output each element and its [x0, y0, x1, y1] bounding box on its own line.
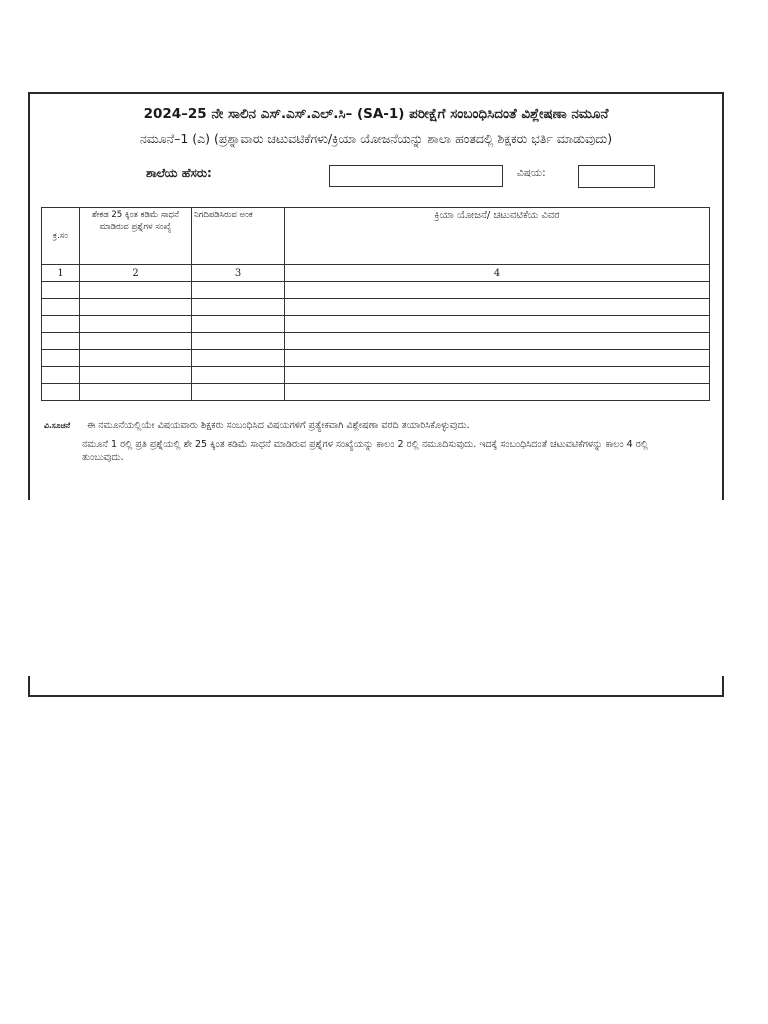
note-label: ವಿ.ಸೂಚನೆ — [44, 421, 71, 430]
table-row — [42, 316, 710, 333]
table-cell[interactable] — [285, 333, 710, 350]
table-cell[interactable] — [285, 299, 710, 316]
table-cell[interactable] — [80, 299, 192, 316]
table-cell[interactable] — [285, 367, 710, 384]
column-number: 3 — [192, 265, 285, 282]
table-cell[interactable] — [42, 333, 80, 350]
table-cell[interactable] — [192, 333, 285, 350]
table-cell[interactable] — [80, 282, 192, 299]
table-header-row — [42, 208, 710, 265]
column-number-row — [42, 265, 710, 282]
table-cell[interactable] — [80, 333, 192, 350]
table-cell[interactable] — [42, 384, 80, 401]
header-questions-below-25: ಶೇಕಡ 25 ಕ್ಕಿಂತ ಕಡಿಮೆ ಸಾಧನೆ ಮಾಡಿರುವ ಪ್ರಶ್ನೆಗಳ ಸಂಖ್ಯೆ — [80, 208, 192, 265]
analysis-table — [41, 207, 710, 401]
table-row — [42, 384, 710, 401]
header-action-plan: ಕ್ರಿಯಾ ಯೋಜನೆ/ ಚಟುವಟಿಕೆಯ ವಿವರ — [285, 208, 710, 265]
school-name-label: ಶಾಲೆಯ ಹೆಸರು: — [146, 166, 212, 180]
table-cell[interactable] — [192, 350, 285, 367]
table-cell[interactable] — [192, 384, 285, 401]
table-cell[interactable] — [192, 367, 285, 384]
note-line-1: ಈ ನಮೂನೆಯಲ್ಲಿಯೇ ವಿಷಯವಾರು ಶಿಕ್ಷಕರು ಸಂಬಂಧಿಸಿದ ವಿಷಯಗಳಿಗೆ ಪ್ರತ್ಯೇಕವಾಗಿ ವಿಶ್ಲೇಷಣಾ ವರದಿ ತಯಾರಿಸಿಕೊಳ್ಳುವುದು. — [87, 420, 470, 431]
border-gap-left — [26, 500, 32, 676]
table-row — [42, 350, 710, 367]
form-subtitle: ನಮೂನೆ–1 (ಎ) (ಪ್ರಶ್ನಾವಾರು ಚಟುವಟಿಕೆಗಳು/ಕ್ರಿಯಾ ಯೋಜನೆಯನ್ನು ಶಾಲಾ ಹಂತದಲ್ಲಿ ಶಿಕ್ಷಕರು ಭರ್ತಿ ಮಾಡುವುದು) — [139, 131, 613, 146]
table-cell[interactable] — [285, 384, 710, 401]
table-row — [42, 299, 710, 316]
table-row — [42, 333, 710, 350]
table-row — [42, 367, 710, 384]
table-cell[interactable] — [80, 316, 192, 333]
table-cell[interactable] — [192, 316, 285, 333]
header-serial-number: ಕ್ರ.ಸಂ — [42, 208, 80, 265]
border-gap-right — [720, 500, 726, 676]
subject-label: ವಿಷಯ: — [517, 167, 546, 179]
school-name-field[interactable] — [329, 165, 503, 187]
table-cell[interactable] — [285, 282, 710, 299]
column-number: 2 — [80, 265, 192, 282]
table-cell[interactable] — [192, 299, 285, 316]
table-cell[interactable] — [42, 367, 80, 384]
table-cell[interactable] — [80, 384, 192, 401]
table-cell[interactable] — [80, 350, 192, 367]
column-number: 1 — [42, 265, 80, 282]
table-row — [42, 282, 710, 299]
table-cell[interactable] — [42, 282, 80, 299]
header-allotted-marks: ನಿಗದಿಪಡಿಸಿರುವ ಅಂಕ — [192, 208, 285, 265]
form-title: 2024–25 ನೇ ಸಾಲಿನ ಎಸ್.ಎಸ್.ಎಲ್.ಸಿ– (SA-1) ಪರೀಕ್ಷೆಗೆ ಸಂಬಂಧಿಸಿದಂತೆ ವಿಶ್ಲೇಷಣಾ ನಮೂನೆ — [143, 106, 609, 122]
table-cell[interactable] — [192, 282, 285, 299]
table-cell[interactable] — [42, 299, 80, 316]
table-cell[interactable] — [42, 350, 80, 367]
column-number: 4 — [285, 265, 710, 282]
table-cell[interactable] — [80, 367, 192, 384]
note-line-2: ನಮೂನೆ 1 ರಲ್ಲಿ ಪ್ರತಿ ಪ್ರಶ್ನೆಯಲ್ಲಿ ಶೇ 25 ಕ್ಕಿಂತ ಕಡಿಮೆ ಸಾಧನೆ ಮಾಡಿರುವ ಪ್ರಶ್ನೆಗಳ ಸಂಖ್ಯೆಯನ್ನು ಕಾಲಂ 2 ರಲ್ಲಿ ನಮೂದಿಸುವುದು. ಇದಕ್ಕೆ ಸಂಬಂಧಿಸಿದಂತೆ ಚಟುವಟಿಕೆಗಳನ್ನು ಕಾಲಂ 4 ರಲ್ಲಿ ತುಂಬುವುದು. — [82, 439, 648, 463]
table-cell[interactable] — [285, 316, 710, 333]
table-cell[interactable] — [285, 350, 710, 367]
table-cell[interactable] — [42, 316, 80, 333]
subject-field[interactable] — [578, 165, 655, 188]
